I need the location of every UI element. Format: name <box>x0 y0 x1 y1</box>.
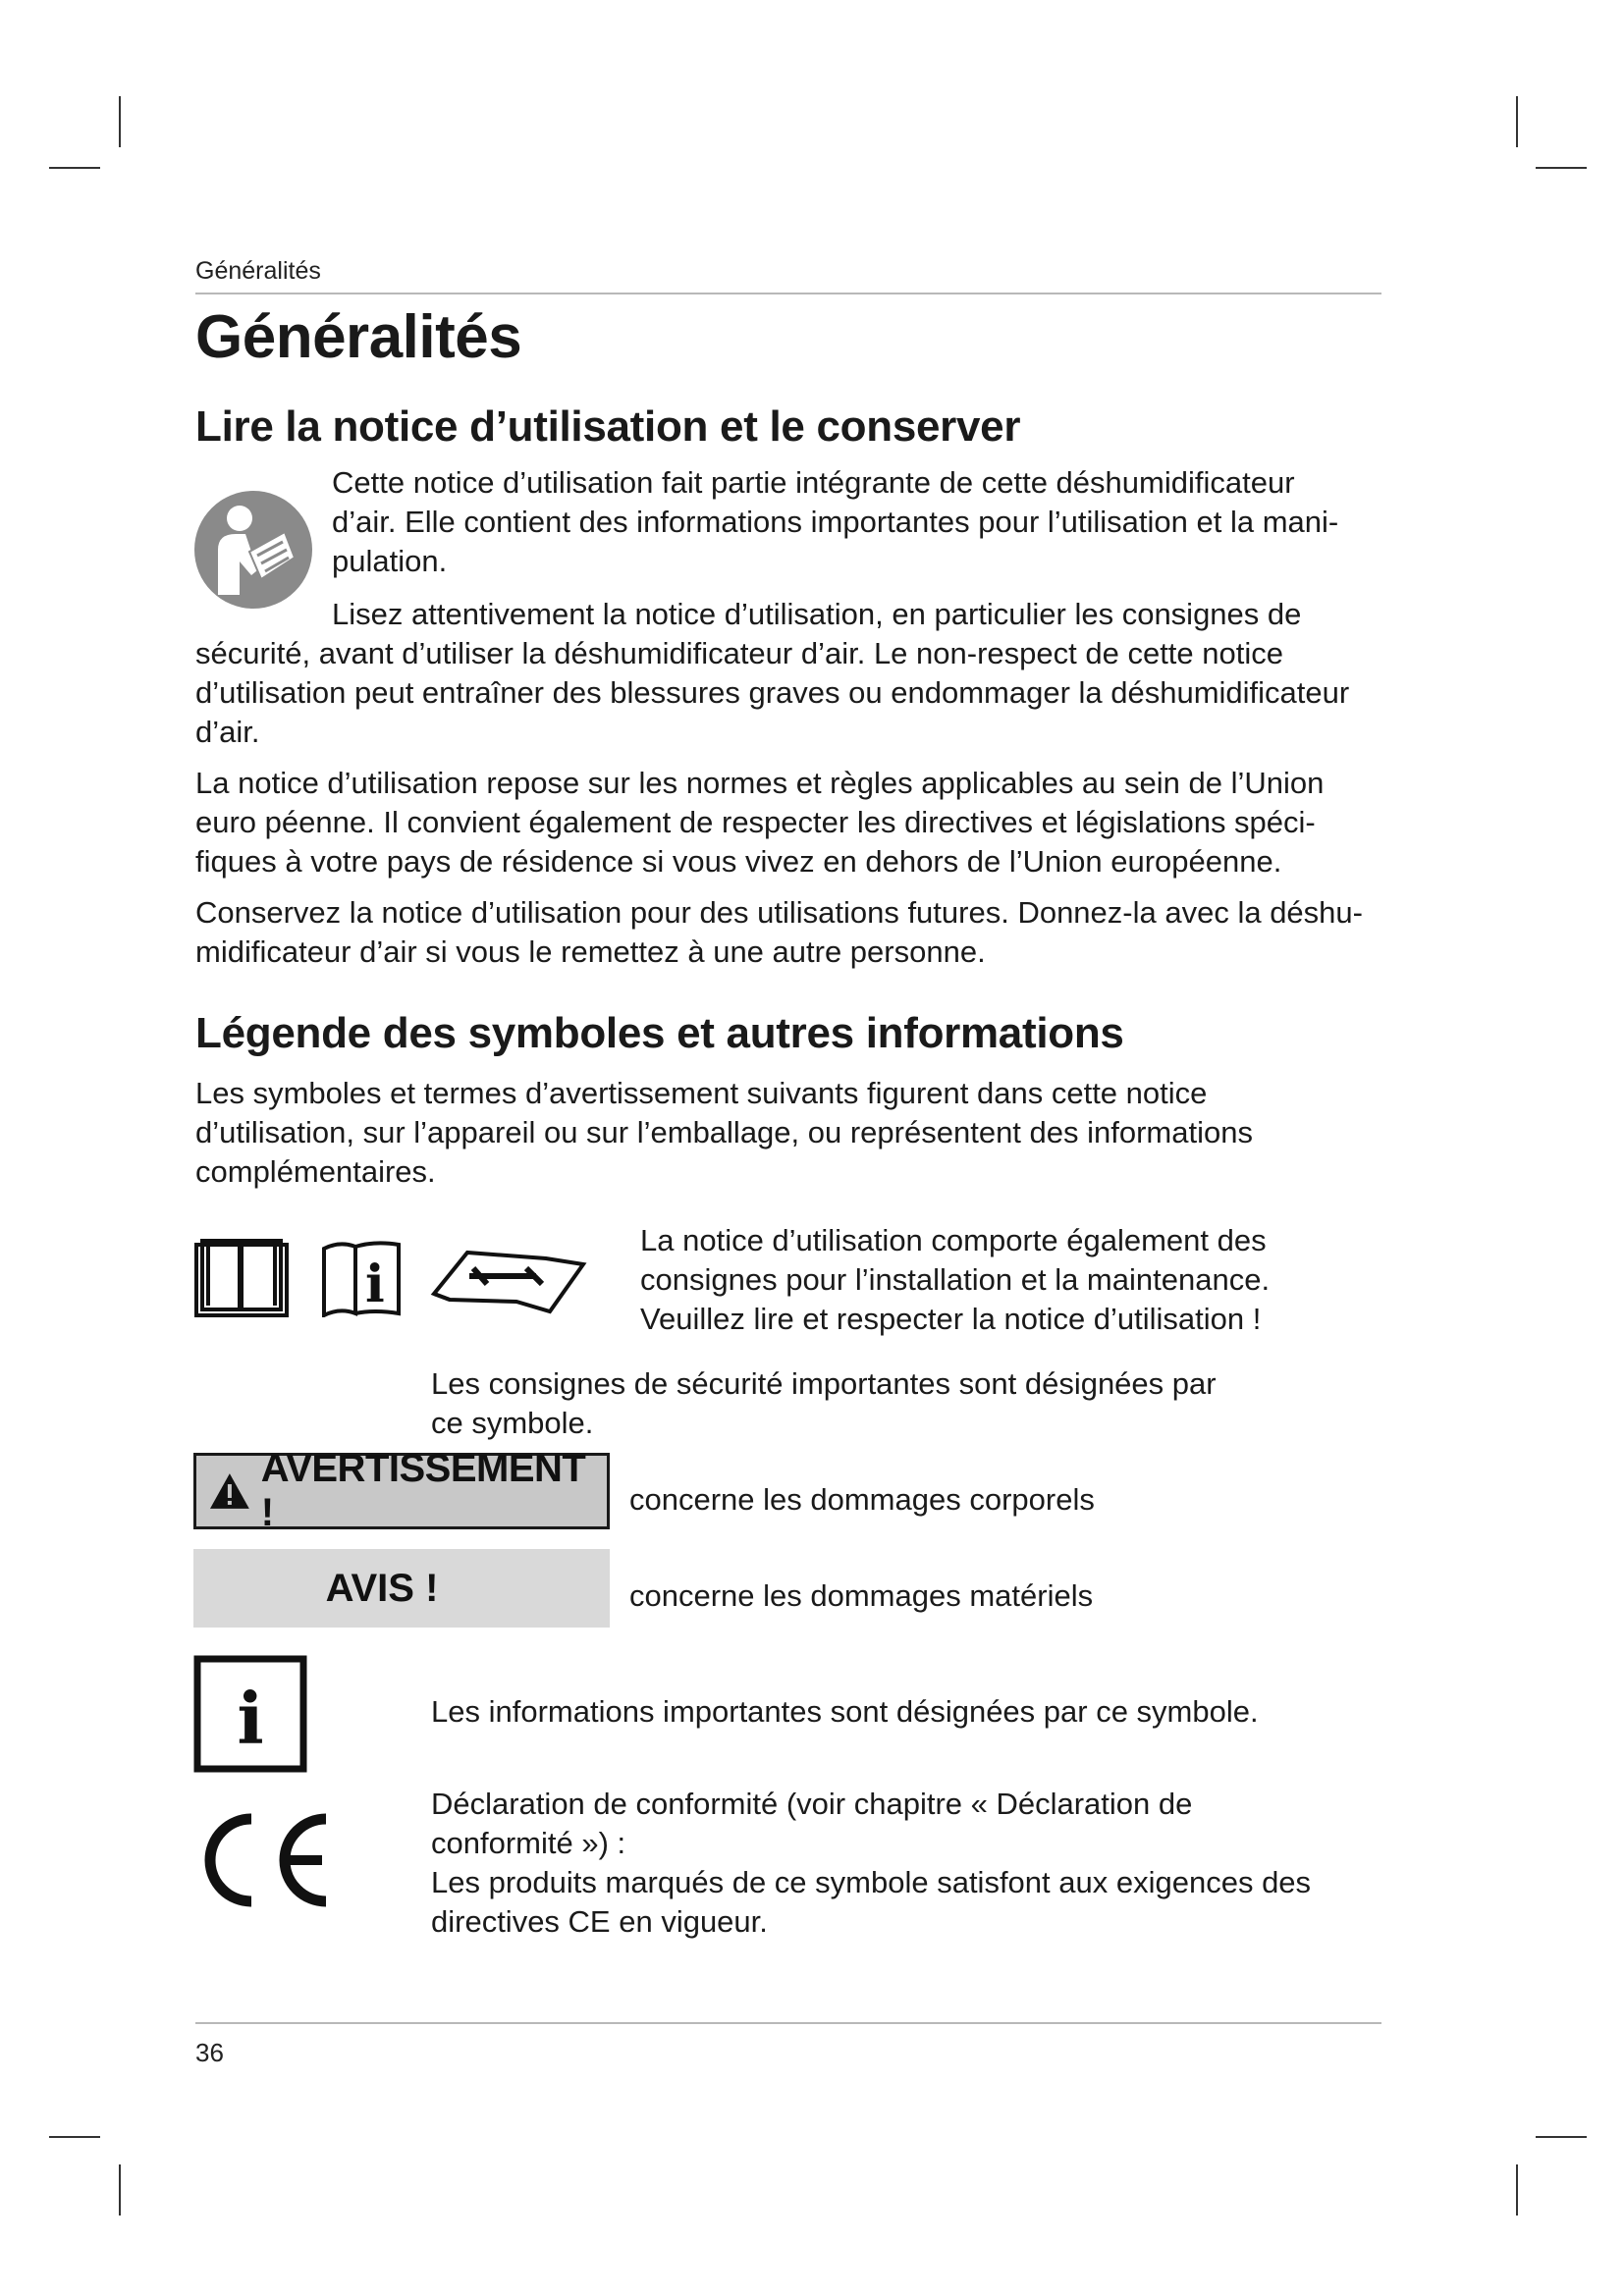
header-rule <box>195 293 1381 294</box>
text-line: pulation. <box>332 544 448 578</box>
page-number: 36 <box>195 2038 224 2067</box>
text-line: directives CE en vigueur. <box>431 1904 768 1939</box>
info-symbol-text: Les informations importantes sont désignées par ce symbole. <box>431 1694 1259 1729</box>
text-line: Veuillez lire et respecter la notice d’utilisation ! <box>640 1302 1262 1336</box>
text-line: euro péenne. Il convient également de respecter les directives et législations spéci- <box>195 805 1316 839</box>
avis-label: AVIS ! <box>325 1566 439 1610</box>
crop-mark-top-right-h <box>1536 167 1587 169</box>
text-line: d’utilisation peut entraîner des blessures graves ou endommager la déshumidificateur <box>195 675 1350 710</box>
text-line: La notice d’utilisation repose sur les normes et règles applicables au sein de l’Union <box>195 766 1325 800</box>
text-line: sécurité, avant d’utiliser la déshumidificateur d’air. Le non-respect de cette notice <box>195 636 1283 670</box>
text-line: d’utilisation, sur l’appareil ou sur l’emballage, ou représentent des informations <box>195 1115 1253 1149</box>
text-line: Les produits marqués de ce symbole satisfont aux exigences des <box>431 1865 1312 1899</box>
open-book-icon <box>196 1239 287 1315</box>
crop-mark-bottom-right-v <box>1516 2164 1518 2216</box>
notice-paragraph-3 <box>195 764 1393 881</box>
wrench-book-icon <box>434 1253 583 1311</box>
text-line: La notice d’utilisation comporte également des <box>640 1223 1267 1257</box>
text-line: Conservez la notice d’utilisation pour des utilisations futures. Donnez-la avec la déshu- <box>195 895 1363 930</box>
ce-mark-icon <box>192 1809 332 1911</box>
text-line: conformité ») : <box>431 1826 626 1860</box>
crop-mark-bottom-left-v <box>119 2164 121 2216</box>
text-line: complémentaires. <box>195 1154 436 1189</box>
avis-description: concerne les dommages matériels <box>629 1578 1094 1613</box>
text-line: consignes pour l’installation et la maintenance. <box>640 1262 1271 1297</box>
safety-symbol-text <box>431 1364 1315 1443</box>
crop-mark-top-right-v <box>1516 96 1518 147</box>
avis-label-box <box>193 1549 610 1628</box>
warning-triangle-icon <box>208 1471 251 1511</box>
text-line: midificateur d’air si vous le remettez à une autre personne. <box>195 934 986 969</box>
text-line: d’air. <box>195 715 260 749</box>
symbols-intro <box>195 1074 1393 1192</box>
running-head: Généralités <box>195 257 321 285</box>
manual-symbols-text <box>640 1221 1347 1339</box>
notice-paragraph-4 <box>195 893 1393 972</box>
ce-symbol-text <box>431 1785 1374 1942</box>
warning-description: concerne les dommages corporels <box>629 1482 1095 1517</box>
footer-rule <box>195 2022 1381 2024</box>
page-title: Généralités <box>195 303 522 371</box>
section-heading-symbols: Légende des symboles et autres informations <box>195 1009 1124 1057</box>
svg-text:i: i <box>365 1255 385 1314</box>
info-book-icon <box>324 1243 399 1315</box>
text-line: Les consignes de sécurité importantes sont désignées par <box>431 1366 1217 1401</box>
text-line: Lisez attentivement la notice d’utilisation, en particulier les consignes de <box>332 597 1302 631</box>
manual-symbols-icon <box>192 1237 599 1317</box>
notice-paragraph-2 <box>195 595 1393 752</box>
info-icon <box>193 1655 307 1773</box>
svg-text:i: i <box>237 1677 264 1760</box>
section-heading-notice: Lire la notice d’utilisation et le conserver <box>195 402 1021 451</box>
text-line: Les symboles et termes d’avertissement suivants figurent dans cette notice <box>195 1076 1208 1110</box>
notice-paragraph-1 <box>332 463 1382 581</box>
text-line: fiques à votre pays de résidence si vous vivez en dehors de l’Union européenne. <box>195 844 1282 879</box>
warning-label-box <box>193 1447 610 1534</box>
crop-mark-bottom-right-h <box>1536 2136 1587 2138</box>
warning-label: AVERTISSEMENT ! <box>260 1447 586 1534</box>
text-line: d’air. Elle contient des informations importantes pour l’utilisation et la mani- <box>332 505 1339 539</box>
read-manual-icon <box>192 489 314 611</box>
crop-mark-top-left-v <box>119 96 121 147</box>
crop-mark-bottom-left-h <box>49 2136 100 2138</box>
crop-mark-top-left-h <box>49 167 100 169</box>
text-line: ce symbole. <box>431 1406 594 1440</box>
text-line: Déclaration de conformité (voir chapitre « Déclaration de <box>431 1787 1193 1821</box>
text-line: Cette notice d’utilisation fait partie intégrante de cette déshumidificateur <box>332 465 1295 500</box>
